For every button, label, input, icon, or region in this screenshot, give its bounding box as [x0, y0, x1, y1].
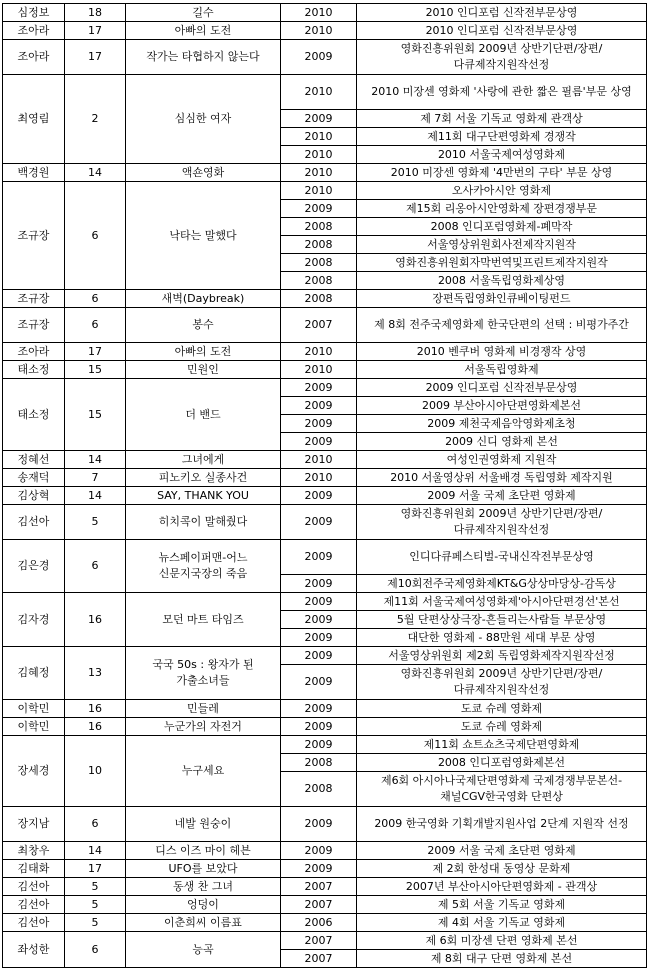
year-cell: 2009 [281, 415, 357, 433]
event-cell: 서울독립영화제 [357, 361, 647, 379]
event-cell: 2010 인디포럼 신작전부문상영 [357, 4, 647, 22]
event-cell: 제 2회 한성대 동영상 문화제 [357, 860, 647, 878]
event-cell: 5월 단편상상극장-흔들리는사람들 부문상영 [357, 611, 647, 629]
title-cell: 민들레 [126, 700, 281, 718]
age-cell: 17 [65, 860, 126, 878]
table-row [3, 807, 647, 842]
author-cell: 장지남 [3, 807, 65, 842]
event-cell: 제11회 서울국제여성영화제'아시아단편경선'본선 [357, 593, 647, 611]
event-cell: 제11회 쇼트쇼츠국제단편영화제 [357, 736, 647, 754]
event-cell: 2010 서울국제여성영화제 [357, 146, 647, 164]
year-cell: 2008 [281, 772, 357, 807]
author-cell: 조규장 [3, 182, 65, 290]
author-cell: 김혜정 [3, 647, 65, 700]
table-row [3, 718, 647, 736]
year-cell: 2010 [281, 343, 357, 361]
author-cell: 이학민 [3, 718, 65, 736]
table-row [3, 896, 647, 914]
age-cell: 14 [65, 487, 126, 505]
event-cell: 제6회 아시아나국제단편영화제 국제경쟁부문본선-채널CGV한국영화 단편상 [357, 772, 647, 807]
table-row [3, 736, 647, 754]
age-cell: 10 [65, 736, 126, 807]
age-cell: 5 [65, 914, 126, 932]
table-row [3, 379, 647, 397]
age-cell: 6 [65, 182, 126, 290]
title-cell: 아빠의 도전 [126, 22, 281, 40]
event-cell: 제10회전주국제영화제KT&G상상마당상-감독상 [357, 575, 647, 593]
event-cell: 서울영상위원회사전제작지원작 [357, 236, 647, 254]
event-cell: 여성인권영화제 지원작 [357, 451, 647, 469]
table-row [3, 22, 647, 40]
year-cell: 2009 [281, 611, 357, 629]
table-row [3, 40, 647, 75]
title-cell: 디스 이즈 마이 헤븐 [126, 842, 281, 860]
year-cell: 2009 [281, 807, 357, 842]
author-cell: 조아라 [3, 40, 65, 75]
year-cell: 2010 [281, 146, 357, 164]
year-cell: 2009 [281, 665, 357, 700]
year-cell: 2009 [281, 433, 357, 451]
age-cell: 16 [65, 700, 126, 718]
age-cell: 14 [65, 164, 126, 182]
author-cell: 심정보 [3, 4, 65, 22]
author-cell: 조규장 [3, 290, 65, 308]
title-cell: 심심한 여자 [126, 75, 281, 164]
event-cell: 제 6회 미장센 단편 영화제 본선 [357, 932, 647, 950]
event-cell: 오사카아시안 영화제 [357, 182, 647, 200]
table-row [3, 593, 647, 611]
title-cell: 엉덩이 [126, 896, 281, 914]
author-cell: 정혜선 [3, 451, 65, 469]
age-cell: 17 [65, 343, 126, 361]
event-cell: 2008 인디포럼영화제본선 [357, 754, 647, 772]
event-cell: 제 8회 전주국제영화제 한국단편의 선택 : 비평가주간 [357, 308, 647, 343]
year-cell: 2008 [281, 218, 357, 236]
event-cell: 2010 벤쿠버 영화제 비경쟁작 상영 [357, 343, 647, 361]
title-cell: 아빠의 도전 [126, 343, 281, 361]
author-cell: 조아라 [3, 22, 65, 40]
age-cell: 15 [65, 379, 126, 451]
event-cell: 2009 인디포럼 신작전부문상영 [357, 379, 647, 397]
age-cell: 14 [65, 451, 126, 469]
author-cell: 김자경 [3, 593, 65, 647]
year-cell: 2010 [281, 22, 357, 40]
year-cell: 2009 [281, 736, 357, 754]
age-cell: 2 [65, 75, 126, 164]
year-cell: 2009 [281, 860, 357, 878]
event-cell: 제15회 리옹아시안영화제 장편경쟁부문 [357, 200, 647, 218]
age-cell: 6 [65, 932, 126, 968]
event-cell: 제 8회 대구 단편 영화제 본선 [357, 950, 647, 968]
event-cell: 영화진흥위원회 2009년 상반기단편/장편/다큐제작지원작선정 [357, 40, 647, 75]
author-cell: 장세경 [3, 736, 65, 807]
author-cell: 좌성한 [3, 932, 65, 968]
age-cell: 14 [65, 842, 126, 860]
title-cell: 피노키오 실종사건 [126, 469, 281, 487]
author-cell: 백경원 [3, 164, 65, 182]
year-cell: 2010 [281, 469, 357, 487]
year-cell: 2009 [281, 379, 357, 397]
year-cell: 2009 [281, 718, 357, 736]
table-row [3, 647, 647, 665]
year-cell: 2008 [281, 254, 357, 272]
event-cell: 2009 제천국제음악영화제초청 [357, 415, 647, 433]
year-cell: 2010 [281, 164, 357, 182]
table-row [3, 75, 647, 110]
title-cell: 액숀영화 [126, 164, 281, 182]
year-cell: 2007 [281, 932, 357, 950]
table-row [3, 451, 647, 469]
author-cell: 김은경 [3, 540, 65, 593]
year-cell: 2009 [281, 593, 357, 611]
year-cell: 2009 [281, 700, 357, 718]
event-cell: 대단한 영화제 - 88만원 세대 부문 상영 [357, 629, 647, 647]
age-cell: 5 [65, 878, 126, 896]
title-cell: 더 밴드 [126, 379, 281, 451]
event-cell: 제 4회 서울 기독교 영화제 [357, 914, 647, 932]
title-cell: SAY, THANK YOU [126, 487, 281, 505]
author-cell: 김선아 [3, 896, 65, 914]
table-row [3, 487, 647, 505]
table-row [3, 343, 647, 361]
year-cell: 2010 [281, 75, 357, 110]
table-row [3, 290, 647, 308]
year-cell: 2007 [281, 896, 357, 914]
year-cell: 2009 [281, 505, 357, 540]
event-cell: 제 5회 서울 기독교 영화제 [357, 896, 647, 914]
title-cell: 능곡 [126, 932, 281, 968]
year-cell: 2009 [281, 110, 357, 128]
year-cell: 2008 [281, 754, 357, 772]
age-cell: 5 [65, 896, 126, 914]
age-cell: 17 [65, 40, 126, 75]
age-cell: 18 [65, 4, 126, 22]
table-row [3, 878, 647, 896]
table-row [3, 860, 647, 878]
title-cell: 뉴스페이퍼맨-어느 신문지국장의 죽음 [126, 540, 281, 593]
title-cell: 새벽(Daybreak) [126, 290, 281, 308]
age-cell: 5 [65, 505, 126, 540]
age-cell: 16 [65, 593, 126, 647]
author-cell: 최창우 [3, 842, 65, 860]
title-cell: 이춘희씨 이름표 [126, 914, 281, 932]
year-cell: 2009 [281, 540, 357, 575]
author-cell: 이학민 [3, 700, 65, 718]
age-cell: 13 [65, 647, 126, 700]
table-row [3, 700, 647, 718]
title-cell: UFO를 보았다 [126, 860, 281, 878]
year-cell: 2009 [281, 200, 357, 218]
title-cell: 네발 원숭이 [126, 807, 281, 842]
table-row [3, 4, 647, 22]
title-cell: 동생 찬 그녀 [126, 878, 281, 896]
author-cell: 최영림 [3, 75, 65, 164]
year-cell: 2008 [281, 272, 357, 290]
event-cell: 영화진흥위원회 2009년 상반기단편/장편/다큐제작지원작선정 [357, 665, 647, 700]
author-cell: 송재덕 [3, 469, 65, 487]
event-cell: 도쿄 슈레 영화제 [357, 718, 647, 736]
title-cell: 누군가의 자전거 [126, 718, 281, 736]
awards-table [2, 3, 647, 968]
awards-table-body [3, 4, 647, 968]
author-cell: 김태화 [3, 860, 65, 878]
year-cell: 2007 [281, 950, 357, 968]
year-cell: 2010 [281, 4, 357, 22]
event-cell: 도쿄 슈레 영화제 [357, 700, 647, 718]
author-cell: 김선아 [3, 878, 65, 896]
title-cell: 국국 50s : 왕자가 된 가출소녀들 [126, 647, 281, 700]
author-cell: 조규장 [3, 308, 65, 343]
year-cell: 2008 [281, 236, 357, 254]
title-cell: 낙타는 말했다 [126, 182, 281, 290]
event-cell: 제11회 대구단편영화제 경쟁작 [357, 128, 647, 146]
year-cell: 2010 [281, 451, 357, 469]
table-row [3, 914, 647, 932]
author-cell: 태소정 [3, 379, 65, 451]
title-cell: 길수 [126, 4, 281, 22]
table-row [3, 164, 647, 182]
year-cell: 2009 [281, 842, 357, 860]
table-row [3, 308, 647, 343]
age-cell: 16 [65, 718, 126, 736]
table-row [3, 361, 647, 379]
age-cell: 6 [65, 308, 126, 343]
title-cell: 봉수 [126, 308, 281, 343]
age-cell: 17 [65, 22, 126, 40]
title-cell: 모던 마트 타임즈 [126, 593, 281, 647]
event-cell: 서울영상위원회 제2회 독립영화제작지원작선정 [357, 647, 647, 665]
event-cell: 2010 인디포럼 신작전부문상영 [357, 22, 647, 40]
year-cell: 2009 [281, 629, 357, 647]
event-cell: 인디다큐페스티벌-국내신작전부문상영 [357, 540, 647, 575]
year-cell: 2007 [281, 308, 357, 343]
title-cell: 누구세요 [126, 736, 281, 807]
age-cell: 6 [65, 290, 126, 308]
year-cell: 2009 [281, 40, 357, 75]
table-row [3, 505, 647, 540]
age-cell: 6 [65, 807, 126, 842]
event-cell: 제 7회 서울 기독교 영화제 관객상 [357, 110, 647, 128]
title-cell: 작가는 타협하지 않는다 [126, 40, 281, 75]
event-cell: 2009 서울 국제 초단편 영화제 [357, 842, 647, 860]
table-row [3, 842, 647, 860]
table-row [3, 182, 647, 200]
table-row [3, 932, 647, 950]
year-cell: 2010 [281, 182, 357, 200]
age-cell: 6 [65, 540, 126, 593]
author-cell: 조아라 [3, 343, 65, 361]
age-cell: 15 [65, 361, 126, 379]
year-cell: 2010 [281, 361, 357, 379]
event-cell: 2007년 부산아시아단편영화제 - 관객상 [357, 878, 647, 896]
event-cell: 2010 서울영상위 서울배경 독립영화 제작지원 [357, 469, 647, 487]
year-cell: 2010 [281, 128, 357, 146]
year-cell: 2008 [281, 290, 357, 308]
event-cell: 2008 서울독립영화제상영 [357, 272, 647, 290]
title-cell: 민원인 [126, 361, 281, 379]
event-cell: 2009 한국영화 기획개발지원사업 2단계 지원작 선정 [357, 807, 647, 842]
title-cell: 히치콕이 말해줬다 [126, 505, 281, 540]
event-cell: 2010 미장센 영화제 '4만번의 구타' 부문 상영 [357, 164, 647, 182]
event-cell: 2009 부산아시아단편영화제본선 [357, 397, 647, 415]
author-cell: 김상혁 [3, 487, 65, 505]
event-cell: 2009 신디 영화제 본선 [357, 433, 647, 451]
author-cell: 태소정 [3, 361, 65, 379]
year-cell: 2009 [281, 487, 357, 505]
year-cell: 2009 [281, 397, 357, 415]
event-cell: 영화진흥위원회 2009년 상반기단편/장편/다큐제작지원작선정 [357, 505, 647, 540]
author-cell: 김선아 [3, 505, 65, 540]
year-cell: 2009 [281, 647, 357, 665]
age-cell: 7 [65, 469, 126, 487]
table-row [3, 469, 647, 487]
event-cell: 2008 인디포럼영화제-폐막작 [357, 218, 647, 236]
title-cell: 그녀에게 [126, 451, 281, 469]
event-cell: 2009 서울 국제 초단편 영화제 [357, 487, 647, 505]
event-cell: 장편독립영화인큐베이팅펀드 [357, 290, 647, 308]
event-cell: 영화진흥위원회자막번역및프린트제작지원작 [357, 254, 647, 272]
year-cell: 2009 [281, 575, 357, 593]
event-cell: 2010 미장센 영화제 '사랑에 관한 짧은 필름'부문 상영 [357, 75, 647, 110]
table-row [3, 540, 647, 575]
author-cell: 김선아 [3, 914, 65, 932]
year-cell: 2006 [281, 914, 357, 932]
year-cell: 2007 [281, 878, 357, 896]
